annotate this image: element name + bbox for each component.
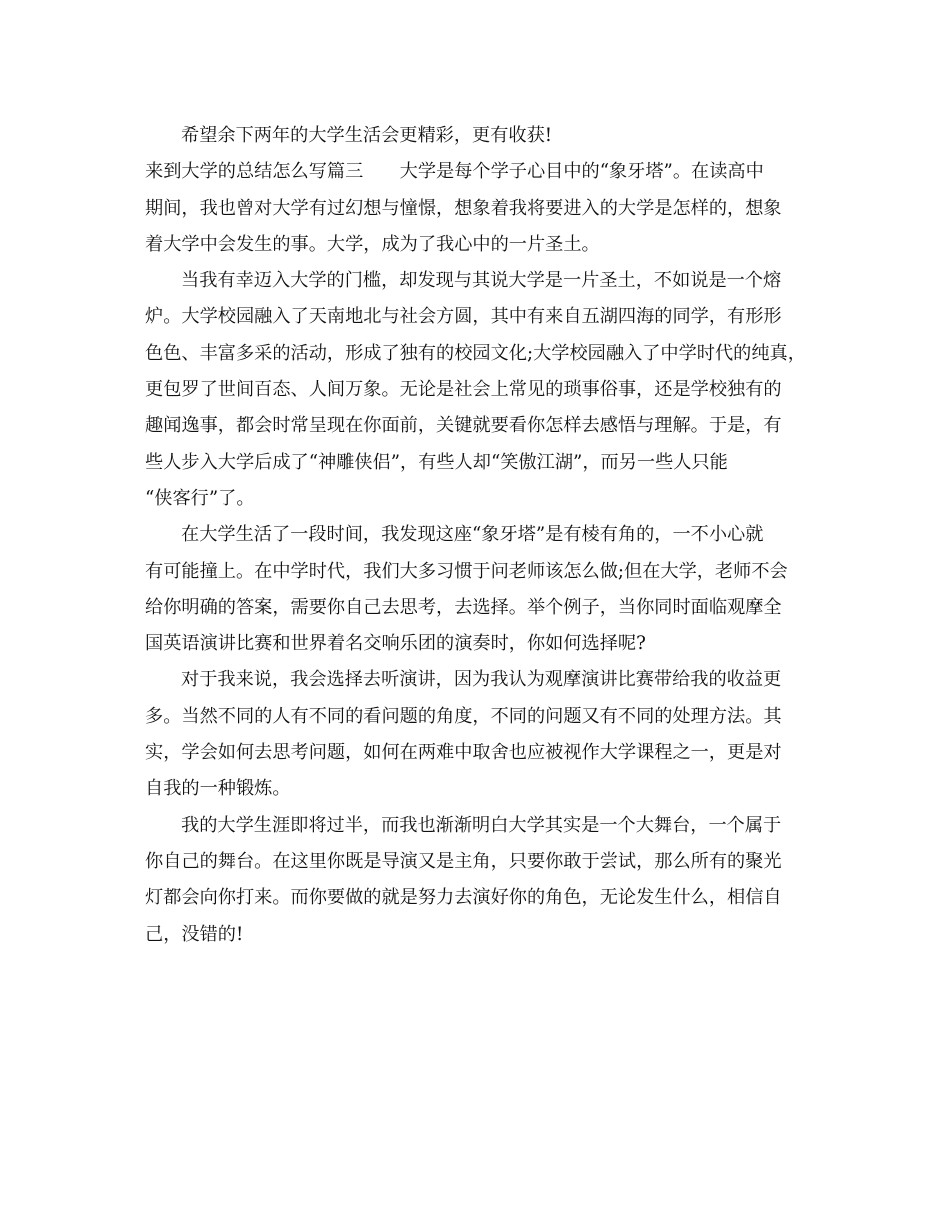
text-line: 更包罗了世间百态、人间万象。无论是社会上常见的琐事俗事，还是学校独有的 xyxy=(145,379,782,401)
text-line: 来到大学的总结怎么写篇三 大学是每个学子心目中的“象牙塔”。在读高中 xyxy=(145,161,764,183)
text-line: 实，学会如何去思考问题，如何在两难中取舍也应被视作大学课程之一，更是对 xyxy=(145,742,782,764)
text-line: 炉。大学校园融入了天南地北与社会方圆，其中有来自五湖四海的同学，有形形 xyxy=(145,306,782,328)
text-line: 些人步入大学后成了“神雕侠侣”，有些人却“笑傲江湖”，而另一些人只能 xyxy=(145,451,728,473)
text-line: 希望余下两年的大学生活会更精彩，更有收获! xyxy=(181,125,553,146)
text-line: 对于我来说，我会选择去听演讲，因为我认为观摩演讲比赛带给我的收益更 xyxy=(181,669,782,691)
text-line: 你自己的舞台。在这里你既是导演又是主角，只要你敢于尝试，那么所有的聚光 xyxy=(145,850,782,872)
text-line: 当我有幸迈入大学的门槛，却发现与其说大学是一片圣土，不如说是一个熔 xyxy=(181,270,782,292)
text-line: 我的大学生涯即将过半，而我也渐渐明白大学其实是一个大舞台，一个属于 xyxy=(181,814,782,836)
text-line: 国英语演讲比赛和世界着名交响乐团的演奏时，你如何选择呢? xyxy=(145,633,646,655)
document-body xyxy=(145,118,825,953)
text-line: 趣闻逸事，都会时常呈现在你面前，关键就要看你怎样去感悟与理解。于是，有 xyxy=(145,415,782,437)
text-line: 多。当然不同的人有不同的看问题的角度，不同的问题又有不同的处理方法。其 xyxy=(145,705,782,727)
text-line: 己，没错的! xyxy=(145,923,244,945)
text-line: 灯都会向你打来。而你要做的就是努力去演好你的角色，无论发生什么，相信自 xyxy=(145,887,782,909)
text-line: 着大学中会发生的事。大学，成为了我心中的一片圣土。 xyxy=(145,233,600,255)
text-line: 有可能撞上。在中学时代，我们大多习惯于问老师该怎么做;但在大学，老师不会 xyxy=(145,560,788,582)
text-line: 给你明确的答案，需要你自己去思考，去选择。举个例子，当你同时面临观摩全 xyxy=(145,596,782,618)
text-line: 期间，我也曾对大学有过幻想与憧憬，想象着我将要进入的大学是怎样的，想象 xyxy=(145,197,782,219)
text-line: 自我的一种锻炼。 xyxy=(145,778,291,800)
text-line: “侠客行”了。 xyxy=(145,487,255,509)
text-line: 在大学生活了一段时间，我发现这座“象牙塔”是有棱有角的，一不小心就 xyxy=(181,524,764,546)
text-line: 色色、丰富多采的活动，形成了独有的校园文化;大学校园融入了中学时代的纯真， xyxy=(145,342,806,364)
